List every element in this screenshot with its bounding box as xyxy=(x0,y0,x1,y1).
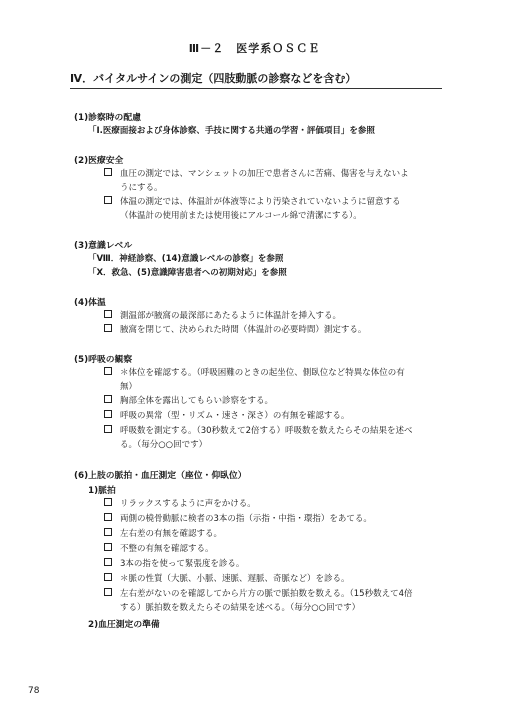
checkbox[interactable] xyxy=(104,324,112,332)
checkbox[interactable] xyxy=(104,573,112,581)
checklist-item-text: 不整の有無を確認する。 xyxy=(120,544,214,554)
checkbox[interactable] xyxy=(104,558,112,566)
checklist-item-text: 測温部が腋窩の最深部にあたるように体温計を挿入する。 xyxy=(120,311,342,321)
checkbox[interactable] xyxy=(104,196,112,204)
checklist-item-text: る。（毎分○○回です） xyxy=(120,440,208,450)
section-1-title: (1)診察時の配慮 xyxy=(74,113,141,123)
section-3-reference: 「Ⅹ．救急、(5)意識障害患者への初期対応」を参照 xyxy=(88,268,287,278)
checklist-item-text: 腋窩を閉じて、決められた時間（体温計の必要時間）測定する。 xyxy=(120,325,367,335)
checklist-item-text: 血圧の測定では、マンシェットの加圧で患者さんに苦痛、傷害を与えないよ xyxy=(120,169,409,179)
checkbox[interactable] xyxy=(104,395,112,403)
heading-underline xyxy=(70,88,442,89)
checklist-item-text: （体温計の使用前または使用後にアルコール綿で清潔にする）。 xyxy=(120,211,362,221)
checklist-item-text: 3本の指を使って緊張度を診る。 xyxy=(120,559,245,569)
checkbox[interactable] xyxy=(104,310,112,318)
topic-heading: Ⅳ．バイタルサインの測定（四肢動脈の診察などを含む） xyxy=(70,72,357,85)
checkbox[interactable] xyxy=(104,588,112,596)
checklist-item-text: 両側の橈骨動脈に検者の3本の指（示指・中指・環指）をあてる。 xyxy=(120,514,372,524)
checkbox[interactable] xyxy=(104,367,112,375)
checkbox[interactable] xyxy=(104,543,112,551)
checklist-item-text: ＊体位を確認する。（呼吸困難のときの起坐位、側臥位など特異な体位の有 xyxy=(120,368,405,378)
checklist-item-text: 左右差の有無を確認する。 xyxy=(120,529,223,539)
page-number: 78 xyxy=(28,686,40,696)
checklist-item-text: 無） xyxy=(120,382,138,392)
section-3-title: (3)意識レベル xyxy=(74,241,133,251)
checklist-item-text: ＊脈の性質（大脈、小脈、速脈、遅脈、奇脈など）を診る。 xyxy=(120,574,350,584)
checkbox[interactable] xyxy=(104,498,112,506)
checklist-item-text: 体温の測定では、体温計が体液等により汚染されていないように留意する xyxy=(120,197,401,207)
checklist-item-text: リラックスするように声をかける。 xyxy=(120,499,256,509)
checkbox[interactable] xyxy=(104,513,112,521)
section-3-reference: 「Ⅷ．神経診察、(14)意識レベルの診察」を参照 xyxy=(88,254,284,264)
checkbox[interactable] xyxy=(104,168,112,176)
section-6-title: (6)上肢の脈拍・血圧測定（座位・仰臥位） xyxy=(74,471,247,481)
subsection-bp-prep-title: 2)血圧測定の準備 xyxy=(88,620,160,630)
section-1-reference: 「Ⅰ.医療面接および身体診察、手技に関する共通の学習・評価項目」を参照 xyxy=(88,126,375,136)
checklist-item-text: する）脈拍数を数えたらその結果を述べる。（毎分○○回です） xyxy=(120,603,361,613)
subsection-pulse-title: 1)脈拍 xyxy=(88,486,116,496)
checklist-item-text: 呼吸数を測定する。（30秒数えて2倍する）呼吸数を数えたらその結果を述べ xyxy=(120,426,413,436)
section-4-title: (4)体温 xyxy=(74,298,106,308)
section-5-title: (5)呼吸の観察 xyxy=(74,355,133,365)
checklist-item-text: 胸部全体を露出してもらい診察をする。 xyxy=(120,396,274,406)
checkbox[interactable] xyxy=(104,410,112,418)
checklist-item-text: 呼吸の異常（型・リズム・速さ・深さ）の有無を確認する。 xyxy=(120,411,350,421)
section-2-title: (2)医療安全 xyxy=(74,156,124,166)
checkbox[interactable] xyxy=(104,528,112,536)
checklist-item-text: 左右差がないのを確認してから片方の脈で脈拍数を数える。（15秒数えて4倍 xyxy=(120,589,413,599)
checklist-item-text: うにする。 xyxy=(120,183,163,193)
page-header: Ⅲ－２ 医学系ＯＳＣＥ xyxy=(188,42,321,55)
checkbox[interactable] xyxy=(104,425,112,433)
